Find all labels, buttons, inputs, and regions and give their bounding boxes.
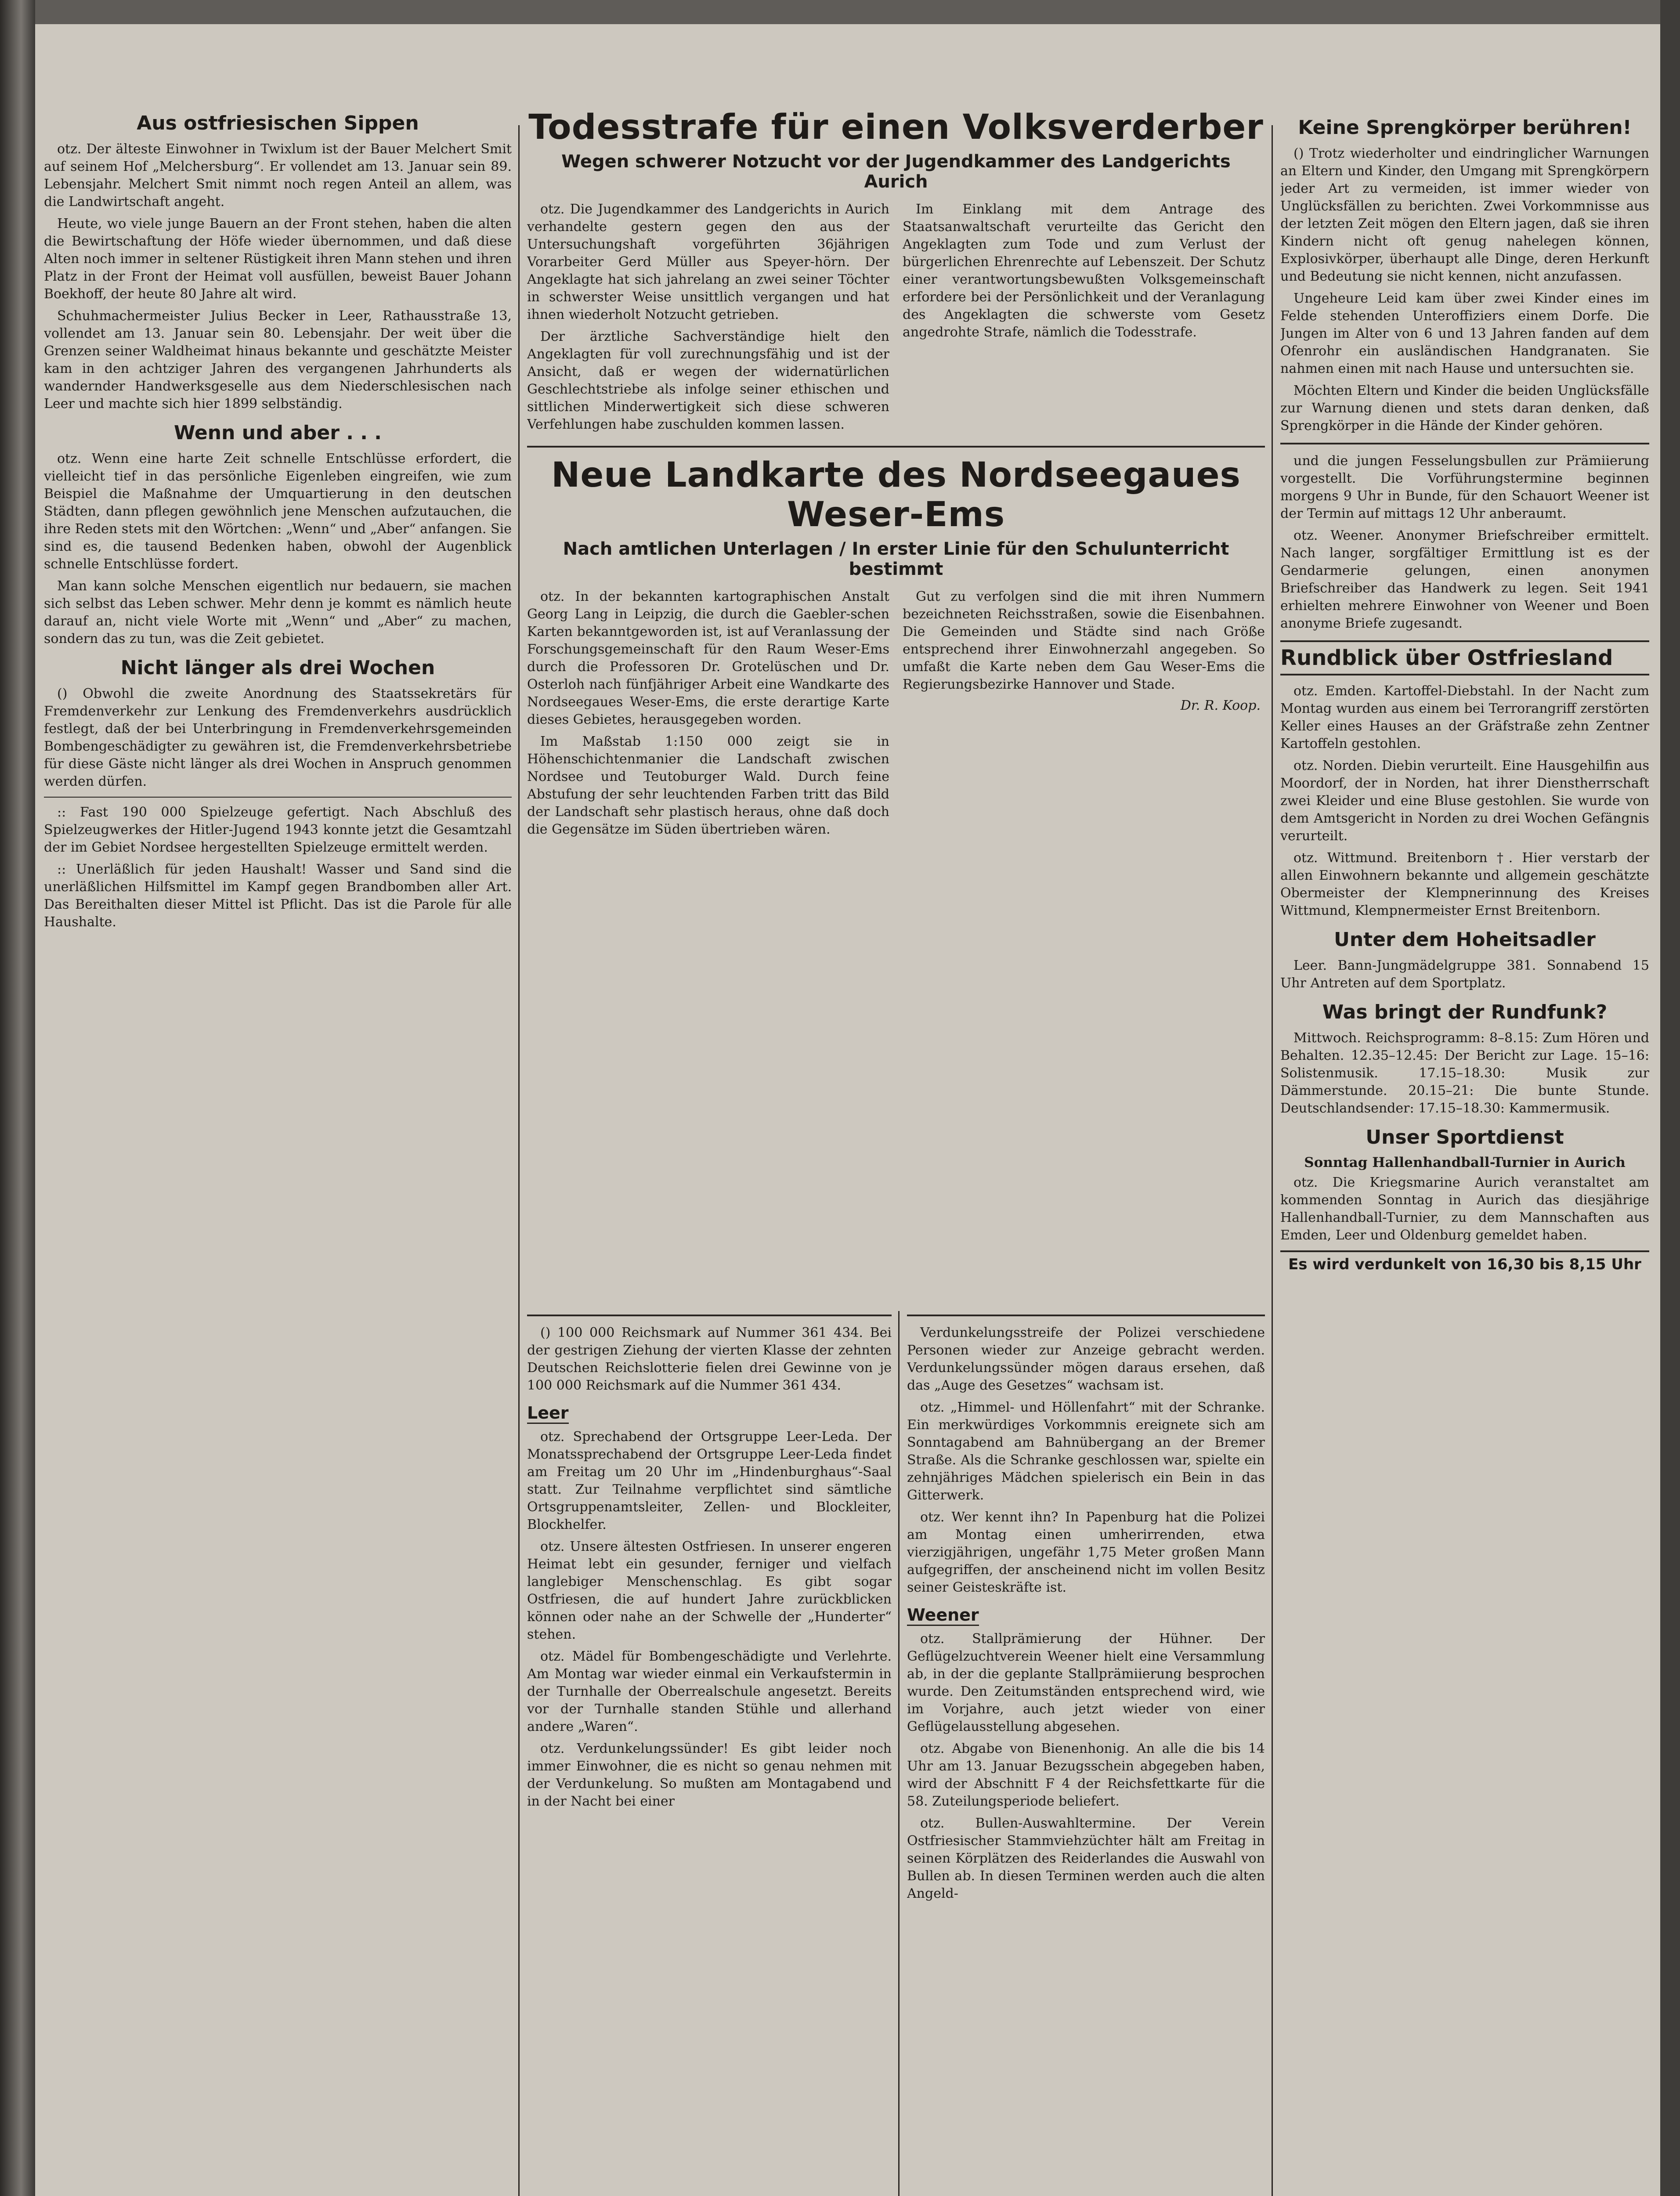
column-center-right — [907, 1307, 1265, 1907]
section-tag-leer: Leer — [527, 1403, 569, 1424]
article-text: otz. Der älteste Einwohner in Twixlum ist der Bauer Melchert Smit auf seinem Hof „Melchersburg“. Er vollendet am 13. Januar sein 89. Lebensjahr. Melchert Smit nimmt noch regen Anteil an allem, was die Landwirtschaft angeht. — [44, 141, 512, 209]
subheadline-landkarte: Nach amtlichen Unterlagen / In erster Linie für den Schulunterricht bestimmt — [563, 539, 1229, 579]
column-right — [1280, 108, 1649, 1273]
section-header-rundblick: Rundblick über Ostfriesland — [1280, 640, 1649, 675]
column-rule — [898, 1311, 900, 2196]
page-edge-shadow — [1660, 0, 1680, 2196]
divider — [1280, 443, 1649, 444]
article-text: otz. Die Jugendkammer des Landgerichts in Aurich verhandelte gestern gegen den aus der Untersuchungshaft vorgeführten 36jährigen Vorarbeiter Gerd Müller aus Speyer-hörn. Der Angeklagte hat sich jahrelang an zwei seiner Töchter in schwerster Weise unsittlich vergangen und hat ihnen wiederholt Notzucht getrieben. — [527, 202, 889, 322]
article-text: otz. Wittmund. Breitenborn †. Hier verstarb der allen Einwohnern bekannte und allgemein geschätzte Obermeister der Klempnerinnung des Kreises Wittmund, Klempnermeister Ernst Breitenborn. — [1280, 850, 1649, 918]
article-text: Leer. Bann-Jungmädelgruppe 381. Sonnabend 15 Uhr Antreten auf dem Sportplatz. — [1280, 958, 1649, 991]
article-text: otz. Wenn eine harte Zeit schnelle Entschlüsse erfordert, die vielleicht tief in das persönliche Eigenleben eingreifen, wie zum Beispiel die Maßnahme der Umquartierung in den deutschen Städten, dann pflegen gewöhnlich jene Menschen aufzutauchen, die ihre Reden stets mit den Wörtchen: „Wenn“ und „Aber“ anfangen. Sie sind es, die tausend Bedenken haben, obwohl der Augenblick schnelle Entschlüsse fordert. — [44, 451, 512, 572]
section-tag-weener: Weener — [907, 1605, 979, 1626]
headline-wenn-und-aber: Wenn und aber . . . — [173, 422, 382, 444]
article-text: otz. Die Kriegsmarine Aurich veranstaltet am kommenden Sonntag in Aurich das diesjährige Hallenhandball-Turnier, zu dem Mannschaften aus Emden, Leer und Oldenburg gemeldet haben. — [1280, 1175, 1649, 1243]
headline-todesstrafe: Todesstrafe für einen Volksverderber — [528, 108, 1264, 147]
news-item: () 100 000 Reichsmark auf Nummer 361 434. Bei der gestrigen Ziehung der vierten Klasse der zehnten Deutschen Reichslotterie fielen drei Gewinne von je 100 000 Reichsmark auf die Nummer 361 434. — [527, 1325, 892, 1393]
article-text: otz. Norden. Diebin verurteilt. Eine Hausgehilfin aus Moordorf, der in Norden, hat ihrer Dienstherrschaft zwei Kleider und eine Bluse gestohlen. Sie wurde von dem Amtsgericht in Norden zu drei Wochen Gefängnis verurteilt. — [1280, 758, 1649, 844]
article-text: otz. Wer kennt ihn? In Papenburg hat die Polizei am Montag einen umherirrenden, etwa vierzigjährigen, ungefähr 1,75 Meter großen Mann aufgegriffen, der anscheinend nicht im vollen Besitz seiner Geisteskräfte ist. — [907, 1510, 1265, 1595]
newspaper-page — [35, 24, 1660, 2196]
headline-rundfunk: Was bringt der Rundfunk? — [1322, 1001, 1608, 1023]
column-rule — [518, 125, 520, 2196]
blackout-notice: Es wird verdunkelt von 16,30 bis 8,15 Uhr — [1280, 1250, 1649, 1273]
article-text: Mittwoch. Reichsprogramm: 8–8.15: Zum Hören und Behalten. 12.35–12.45: Der Bericht zur Lage. 15–16: Solistenmusik. 17.15–18.30: Musik zur Dämmerstunde. 20.15–21: Die bunte Stunde. Deutschlandsender: 17.15–18.30: Kammermusik. — [1280, 1030, 1649, 1116]
article-text: otz. Unsere ältesten Ostfriesen. In unserer engeren Heimat lebt ein gesunder, ferniger und vielfach langlebiger Menschenschlag. Es gibt sogar Ostfriesen, die auf hundert Jahre zurückblicken können oder nahe an der Schwelle der „Hunderter“ stehen. — [527, 1539, 892, 1642]
author-signature: Dr. R. Koop. — [1180, 698, 1261, 713]
column-left — [44, 103, 512, 935]
divider — [527, 1315, 892, 1316]
headline-drei-wochen: Nicht länger als drei Wochen — [120, 657, 435, 679]
news-item: :: Unerläßlich für jeden Haushalt! Wasser und Sand sind die unerläßlichen Hilfsmittel im Kampf gegen Brandbomben aller Art. Das Bereithalten dieser Mittel ist Pflicht. Das ist die Parole für alle Haushalte. — [44, 862, 512, 930]
article-text: otz. Abgabe von Bienenhonig. An alle die bis 14 Uhr am 13. Januar Bezugsschein abgegeben haben, wird der Abschnitt F 4 der Reichsfettkarte für die 58. Zuteilungsperiode beliefert. — [907, 1741, 1265, 1809]
article-text: Im Einklang mit dem Antrage des Staatsanwaltschaft verurteilte das Gericht den Angeklagten zum Tode und zum Verlust der bürgerlichen Ehrenrechte auf Lebenszeit. Der Schutz einer verantwortungsbewußten Volksgemeinschaft erfordere bei der Persönlichkeit und der Veranlagung des Angeklagten die schwerste vom Gesetz angedrohte Strafe, nämlich die Todesstrafe. — [903, 202, 1265, 340]
article-text: otz. Stallprämierung der Hühner. Der Geflügelzuchtverein Weener hielt eine Versammlung ab, in der die geplante Stallprämiierung besprochen wurde. Den Zeitumständen entsprechend wird, wie im Vorjahre, auch jetzt wieder von einer Geflügelausstellung abgesehen. — [907, 1631, 1265, 1734]
headline-landkarte: Neue Landkarte des Nordseegaues Weser-Ems — [551, 455, 1241, 535]
article-text: Der ärztliche Sachverständige hielt den Angeklagten für voll zurechnungsfähig und ist der Ansicht, daß er wegen der widernatürlichen Geschlechtstriebe als infolge seiner ethischen und sittlichen Minderwertigkeit sich diese schweren Verfehlungen habe zuschulden kommen lassen. — [527, 329, 889, 432]
subheadline-jugendkammer: Wegen schwerer Notzucht vor der Jugendkammer des Landgerichts Aurich — [561, 152, 1231, 192]
article-text: und die jungen Fesselungsbullen zur Prämiierung vorgestellt. Die Vorführungstermine beginnen morgens 9 Uhr in Bunde, für den Schauort Weener ist der Termin auf mittags 12 Uhr anberaumt. — [1280, 453, 1649, 521]
article-text: Ungeheure Leid kam über zwei Kinder eines im Felde stehenden Unteroffiziers einem Dorfe. Die Jungen im Alter von 6 und 13 Jahren fanden auf dem Ofenrohr ein ausländischen Handgranaten. Sie nahmen einen mit nach Hause und untersuchten sie. — [1280, 291, 1649, 376]
headline-sippen: Aus ostfriesischen Sippen — [137, 112, 419, 134]
article-text: otz. In der bekannten kartographischen Anstalt Georg Lang in Leipzig, die durch die Gaebler-schen Karten bekanntgeworden ist, ist auf Veranlassung der Forschungsgemeinschaft für den Raum Weser-Ems durch die Professoren Dr. Grotelüschen und Dr. Osterloh nach fünfjähriger Arbeit eine Wandkarte des Nordseegaues Weser-Ems, die erste derartige Karte dieses Gebietes, herausgegeben worden. — [527, 589, 889, 727]
article-text: otz. Sprechabend der Ortsgruppe Leer-Leda. Der Monatssprechabend der Ortsgruppe Leer-Leda findet am Freitag um 20 Uhr im „Hindenburghaus“-Saal statt. Zur Teilnahme verpflichtet sind sämtliche Ortsgruppenamtsleiter, Zellen- und Blockleiter, Blockhelfer. — [527, 1429, 892, 1532]
binding-edge — [0, 0, 35, 2196]
column-center-top — [527, 108, 1265, 843]
article-text: Gut zu verfolgen sind die mit ihren Nummern bezeichneten Reichsstraßen, sowie die Eisenbahnen. Die Gemeinden und Städte sind nach Größe entsprechend ihrer Einwohnerzahl angegeben. So umfaßt die Karte neben dem Gau Weser-Ems die Regierungsbezirke Hannover und Stade. — [903, 589, 1265, 692]
column-center-left — [527, 1307, 892, 1815]
divider — [44, 797, 512, 798]
article-text: Verdunkelungsstreife der Polizei verschiedene Personen wieder zur Anzeige gebracht werden. Verdunkelungssünder mögen daraus ersehen, daß das „Auge des Gesetzes“ wachsam ist. — [907, 1325, 1265, 1393]
article-text: () Obwohl die zweite Anordnung des Staatssekretärs für Fremdenverkehr zur Lenkung des Fremdenverkehrs ausdrücklich festlegt, daß der bei Unterbringung in Fremdenverkehrsgemeinden Bombengeschädigter zu gewähren ist, die Fremdenverkehrsbetriebe für diese Gäste nicht länger als drei Wochen in Anspruch genommen werden dürfen. — [44, 686, 512, 789]
article-text: otz. Verdunkelungssünder! Es gibt leider noch immer Einwohner, die es nicht so genau nehmen mit der Verdunkelung. So mußten am Montagabend und in der Nacht bei einer — [527, 1741, 892, 1809]
divider — [907, 1315, 1265, 1316]
subheadline-handball: Sonntag Hallenhandball-Turnier in Aurich — [1304, 1155, 1626, 1170]
headline-sportdienst: Unser Sportdienst — [1366, 1126, 1564, 1149]
article-text: Man kann solche Menschen eigentlich nur bedauern, sie machen sich selbst das Leben schwer. Mehr denn je kommt es nämlich heute darauf an, nicht viele Worte mit „Wenn“ und „Aber“ zu machen, sondern das zu tun, was die Zeit gebietet. — [44, 578, 512, 647]
news-item: :: Fast 190 000 Spielzeuge gefertigt. Nach Abschluß des Spielzeugwerkes der Hitler-Jugend 1943 konnte jetzt die Gesamtzahl der im Gebiet Nordsee hergestellten Spielzeuge ermittelt werden. — [44, 805, 512, 855]
article-text: () Trotz wiederholter und eindringlicher Warnungen an Eltern und Kinder, den Umgang mit Sprengkörpern jeder Art zu vermeiden, ist immer wieder von Unglücksfällen zu berichten. Zwei Vorkommnisse aus der letzten Zeit mögen den Eltern jagen, daß sie ihren Kindern nicht oft genug nahelegen können, Explosivkörper, überhaupt alle Dinge, deren Herkunft und Bedeutung sie nicht kennen, nicht anzufassen. — [1280, 146, 1649, 284]
article-text: Möchten Eltern und Kinder die beiden Unglücksfälle zur Warnung dienen und stets daran denken, daß Sprengkörper in die Hände der Kinder gehören. — [1280, 383, 1649, 433]
article-text: otz. Emden. Kartoffel-Diebstahl. In der Nacht zum Montag wurden aus einem bei Terrorangriff zerstörten Keller eines Hauses an der Gräfstraße zehn Zentner Kartoffeln gestohlen. — [1280, 683, 1649, 751]
article-text: Schuhmachermeister Julius Becker in Leer, Rathausstraße 13, vollendet am 13. Januar sein 80. Lebensjahr. Der weit über die Grenzen seiner Waldheimat hinaus bekannte und geschätzte Meister kam in den achtziger Jahren des vergangenen Jahrhunderts als wandernder Handwerksgeselle aus dem Niederschlesischen nach Leer und machte sich hier 1899 selbständig. — [44, 308, 512, 412]
article-text: Heute, wo viele junge Bauern an der Front stehen, haben die alten die Bewirtschaftung der Höfe wieder übernommen, und daß diese Alten noch immer in seltener Rüstigkeit ihren Mann stehen und ihren Platz in der Front der Heimat voll ausfüllen, beweist Bauer Johann Boekhoff, der heute 80 Jahre alt wird. — [44, 216, 512, 302]
column-rule — [1272, 125, 1273, 2196]
divider — [527, 446, 1265, 448]
headline-hoheitsadler: Unter dem Hoheitsadler — [1334, 928, 1596, 951]
article-text: otz. Bullen-Auswahltermine. Der Verein Ostfriesischer Stammviehzüchter hält am Freitag in seinen Körplätzen des Reiderlandes die Auswahl von Bullen ab. In diesen Terminen werden auch die alten Angeld- — [907, 1816, 1265, 1901]
article-text: Im Maßstab 1:150 000 zeigt sie in Höhenschichtenmanier die Landschaft zwischen Nordsee und Teutoburger Wald. Durch feine Abstufung der sehr leuchtenden Farben tritt das Bild der Landschaft sehr plastisch heraus, ohne daß doch die Gegensätze im Süden übertrieben wären. — [527, 734, 889, 837]
article-text: otz. Weener. Anonymer Briefschreiber ermittelt. Nach langer, sorgfältiger Ermittlung ist es der Gendarmerie gelungen, einen anonymen Briefschreiber das Handwerk zu legen. Seit 1941 erhielten mehrere Einwohner von Weener und Boen anonyme Briefe zugesandt. — [1280, 528, 1649, 631]
article-text: otz. Mädel für Bombengeschädigte und Verlehrte. Am Montag war wieder einmal ein Verkaufstermin in der Turnhalle der Oberrealschule angesetzt. Bereits vor der Turnhalle standen Stühle und allerhand andere „Waren“. — [527, 1649, 892, 1734]
article-text: otz. „Himmel- und Höllenfahrt“ mit der Schranke. Ein merkwürdiges Vorkommnis ereignete sich am Sonntagabend am Bahnübergang an der Bremer Straße. Als die Schranke geschlossen war, spielte ein zehnjähriges Mädchen spielerisch ein Bein in das Gitterwerk. — [907, 1400, 1265, 1503]
headline-sprengkoerper: Keine Sprengkörper berühren! — [1298, 116, 1632, 139]
